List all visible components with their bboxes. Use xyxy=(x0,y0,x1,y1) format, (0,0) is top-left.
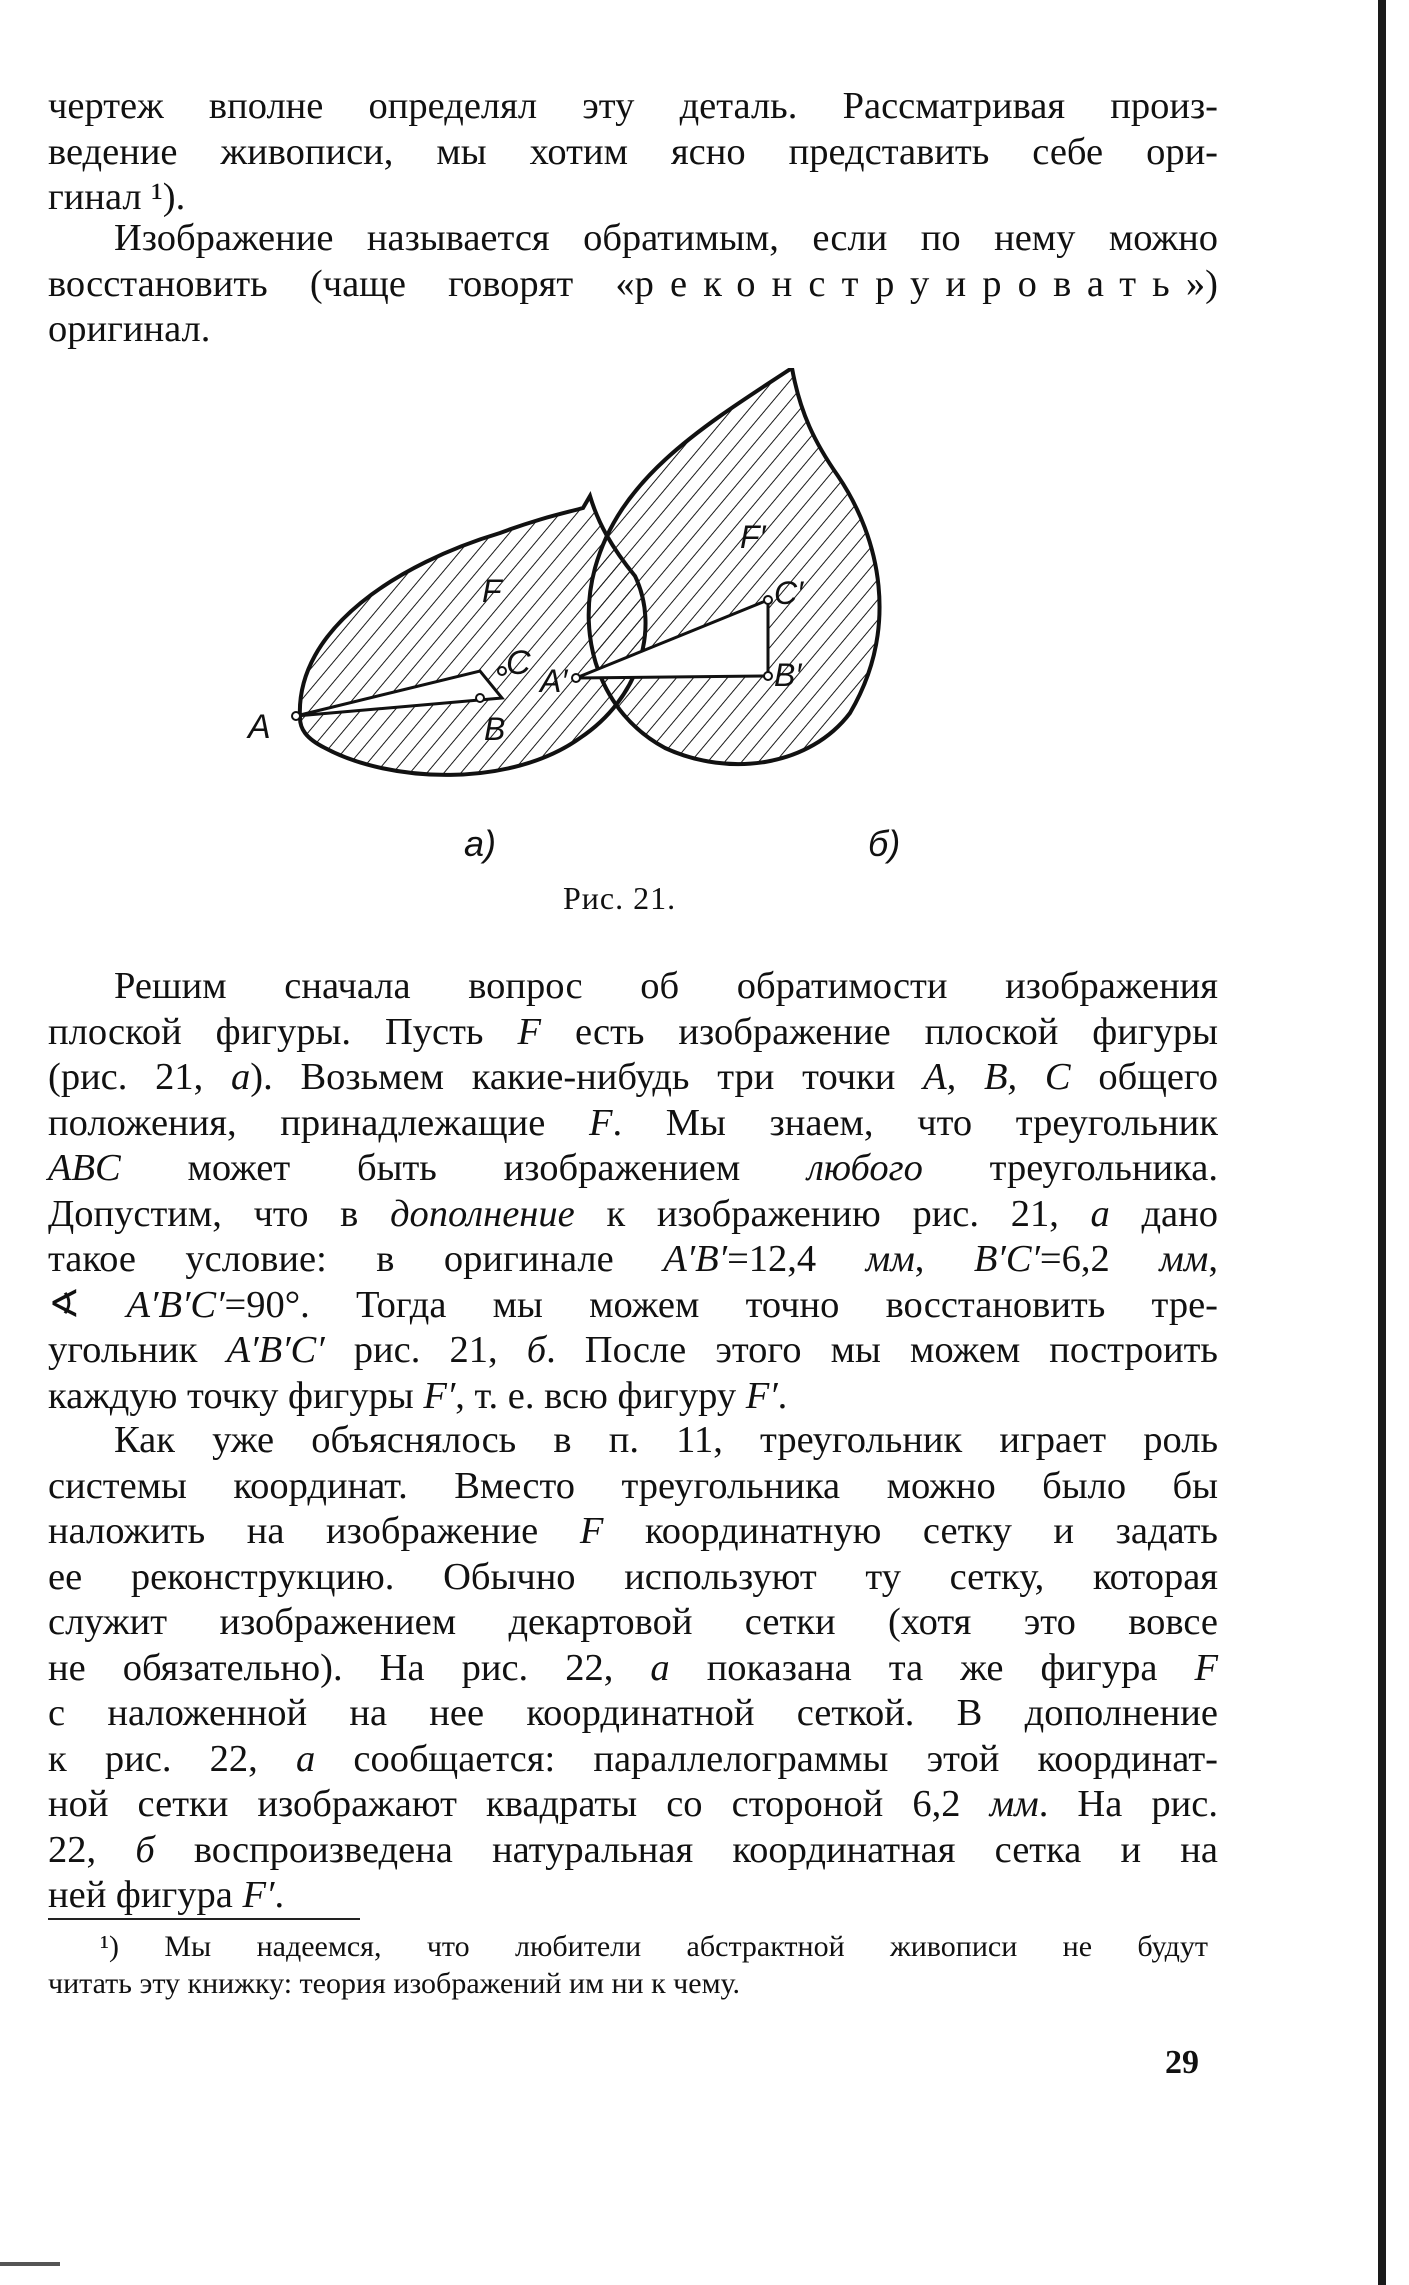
text-line: наложить на изображение F координатную сетку и задать xyxy=(48,1510,1218,1552)
point-c-prime xyxy=(764,596,772,604)
label-c: C xyxy=(506,644,531,682)
page-edge xyxy=(1378,0,1386,2285)
text-line: ее реконструкцию. Обычно используют ту сетку, которая xyxy=(48,1555,1218,1598)
text-line: (рис. 21, а). Возьмем какие-нибудь три точки A, B, C общего xyxy=(48,1056,1219,1098)
sublabel-a: а) xyxy=(464,823,497,864)
footnote-line: читать эту книжку: теория изображений им ни к чему. xyxy=(48,1967,741,2000)
text-line: ∢ A′B′C′=90°. Тогда мы можем точно восстановить тре- xyxy=(48,1283,1219,1326)
paragraph-4 xyxy=(48,1418,1218,1919)
footnote-rule xyxy=(48,1918,360,1920)
text-line: Как уже объяснялось в п. 11, треугольник играет роль xyxy=(114,1419,1218,1461)
label-b: B xyxy=(484,711,506,747)
point-a xyxy=(292,712,300,720)
text-line: служит изображением декартовой сетки (хотя это вовсе xyxy=(48,1601,1218,1643)
text-line: чертеж вполне определял эту деталь. Рассматривая произ- xyxy=(48,85,1218,127)
point-c xyxy=(498,667,506,675)
text-line: с наложенной на нее координатной сеткой. В дополнение xyxy=(48,1692,1218,1734)
figure-21 xyxy=(240,368,1040,908)
figure-21-drawing xyxy=(240,368,1040,908)
text-line: такое условие: в оригинале A′B′=12,4 мм, B′C′=6,2 мм, xyxy=(48,1238,1218,1280)
text-line: Решим сначала вопрос об обратимости изображения xyxy=(114,965,1218,1007)
text-line: плоской фигуры. Пусть F есть изображение плоской фигуры xyxy=(48,1010,1218,1053)
sublabel-b: б) xyxy=(868,823,901,864)
text-line: системы координат. Вместо треугольника можно было бы xyxy=(48,1464,1218,1507)
point-b xyxy=(476,694,484,702)
text-line: Допустим, что в дополнение к изображению рис. 21, а дано xyxy=(48,1192,1219,1235)
text-line: положения, принадлежащие F. Мы знаем, что треугольник xyxy=(48,1101,1218,1144)
label-b-prime: B′ xyxy=(774,657,802,693)
footnote xyxy=(48,1928,1208,2002)
figure-f-prime-shape xyxy=(589,368,880,764)
text-line: 22, б воспроизведена натуральная координатная сетка и на xyxy=(48,1828,1218,1871)
text-line: угольник A′B′C′ рис. 21, б. После этого мы можем построить xyxy=(48,1329,1218,1371)
paragraph-2 xyxy=(48,216,1218,353)
point-a-prime xyxy=(572,674,580,682)
label-f-prime: F′ xyxy=(740,519,766,555)
label-a: A xyxy=(248,708,271,746)
text-line: Изображение называется обратимым, если по нему можно xyxy=(114,217,1218,259)
text-line: восстановить (чаще говорят «реконструировать») xyxy=(48,262,1218,305)
text-line: гинал ¹). xyxy=(48,176,186,218)
label-f: F xyxy=(482,573,502,609)
text-line: ABC может быть изображением любого треугольника. xyxy=(48,1147,1218,1189)
text-line: оригинал. xyxy=(48,308,211,350)
text-line: каждую точку фигуры F′, т. е. всю фигуру F′. xyxy=(48,1374,788,1417)
point-b-prime xyxy=(764,672,772,680)
label-c-prime: C′ xyxy=(774,575,804,611)
text-line: ней фигура F′. xyxy=(48,1874,285,1916)
figure-caption: Рис. 21. xyxy=(563,880,677,916)
text-line: ведение живописи, мы хотим ясно представить себе ори- xyxy=(48,130,1218,173)
paragraph-3 xyxy=(48,964,1218,1419)
text-line: к рис. 22, а сообщается: параллелограммы этой координат- xyxy=(48,1737,1218,1780)
paragraph-1 xyxy=(48,84,1218,221)
page-number: 29 xyxy=(1165,2044,1199,2081)
spaced-term: реконструировать xyxy=(634,262,1186,305)
text-line: не обязательно). На рис. 22, а показана та же фигура F xyxy=(48,1646,1218,1689)
page-bottom-edge xyxy=(0,2262,60,2266)
text-line: ной сетки изображают квадраты со стороной 6,2 мм. На рис. xyxy=(48,1783,1218,1825)
label-a-prime: A′ xyxy=(540,663,568,699)
footnote-line: ¹) Мы надеемся, что любители абстрактной живописи не будут xyxy=(100,1930,1208,1963)
